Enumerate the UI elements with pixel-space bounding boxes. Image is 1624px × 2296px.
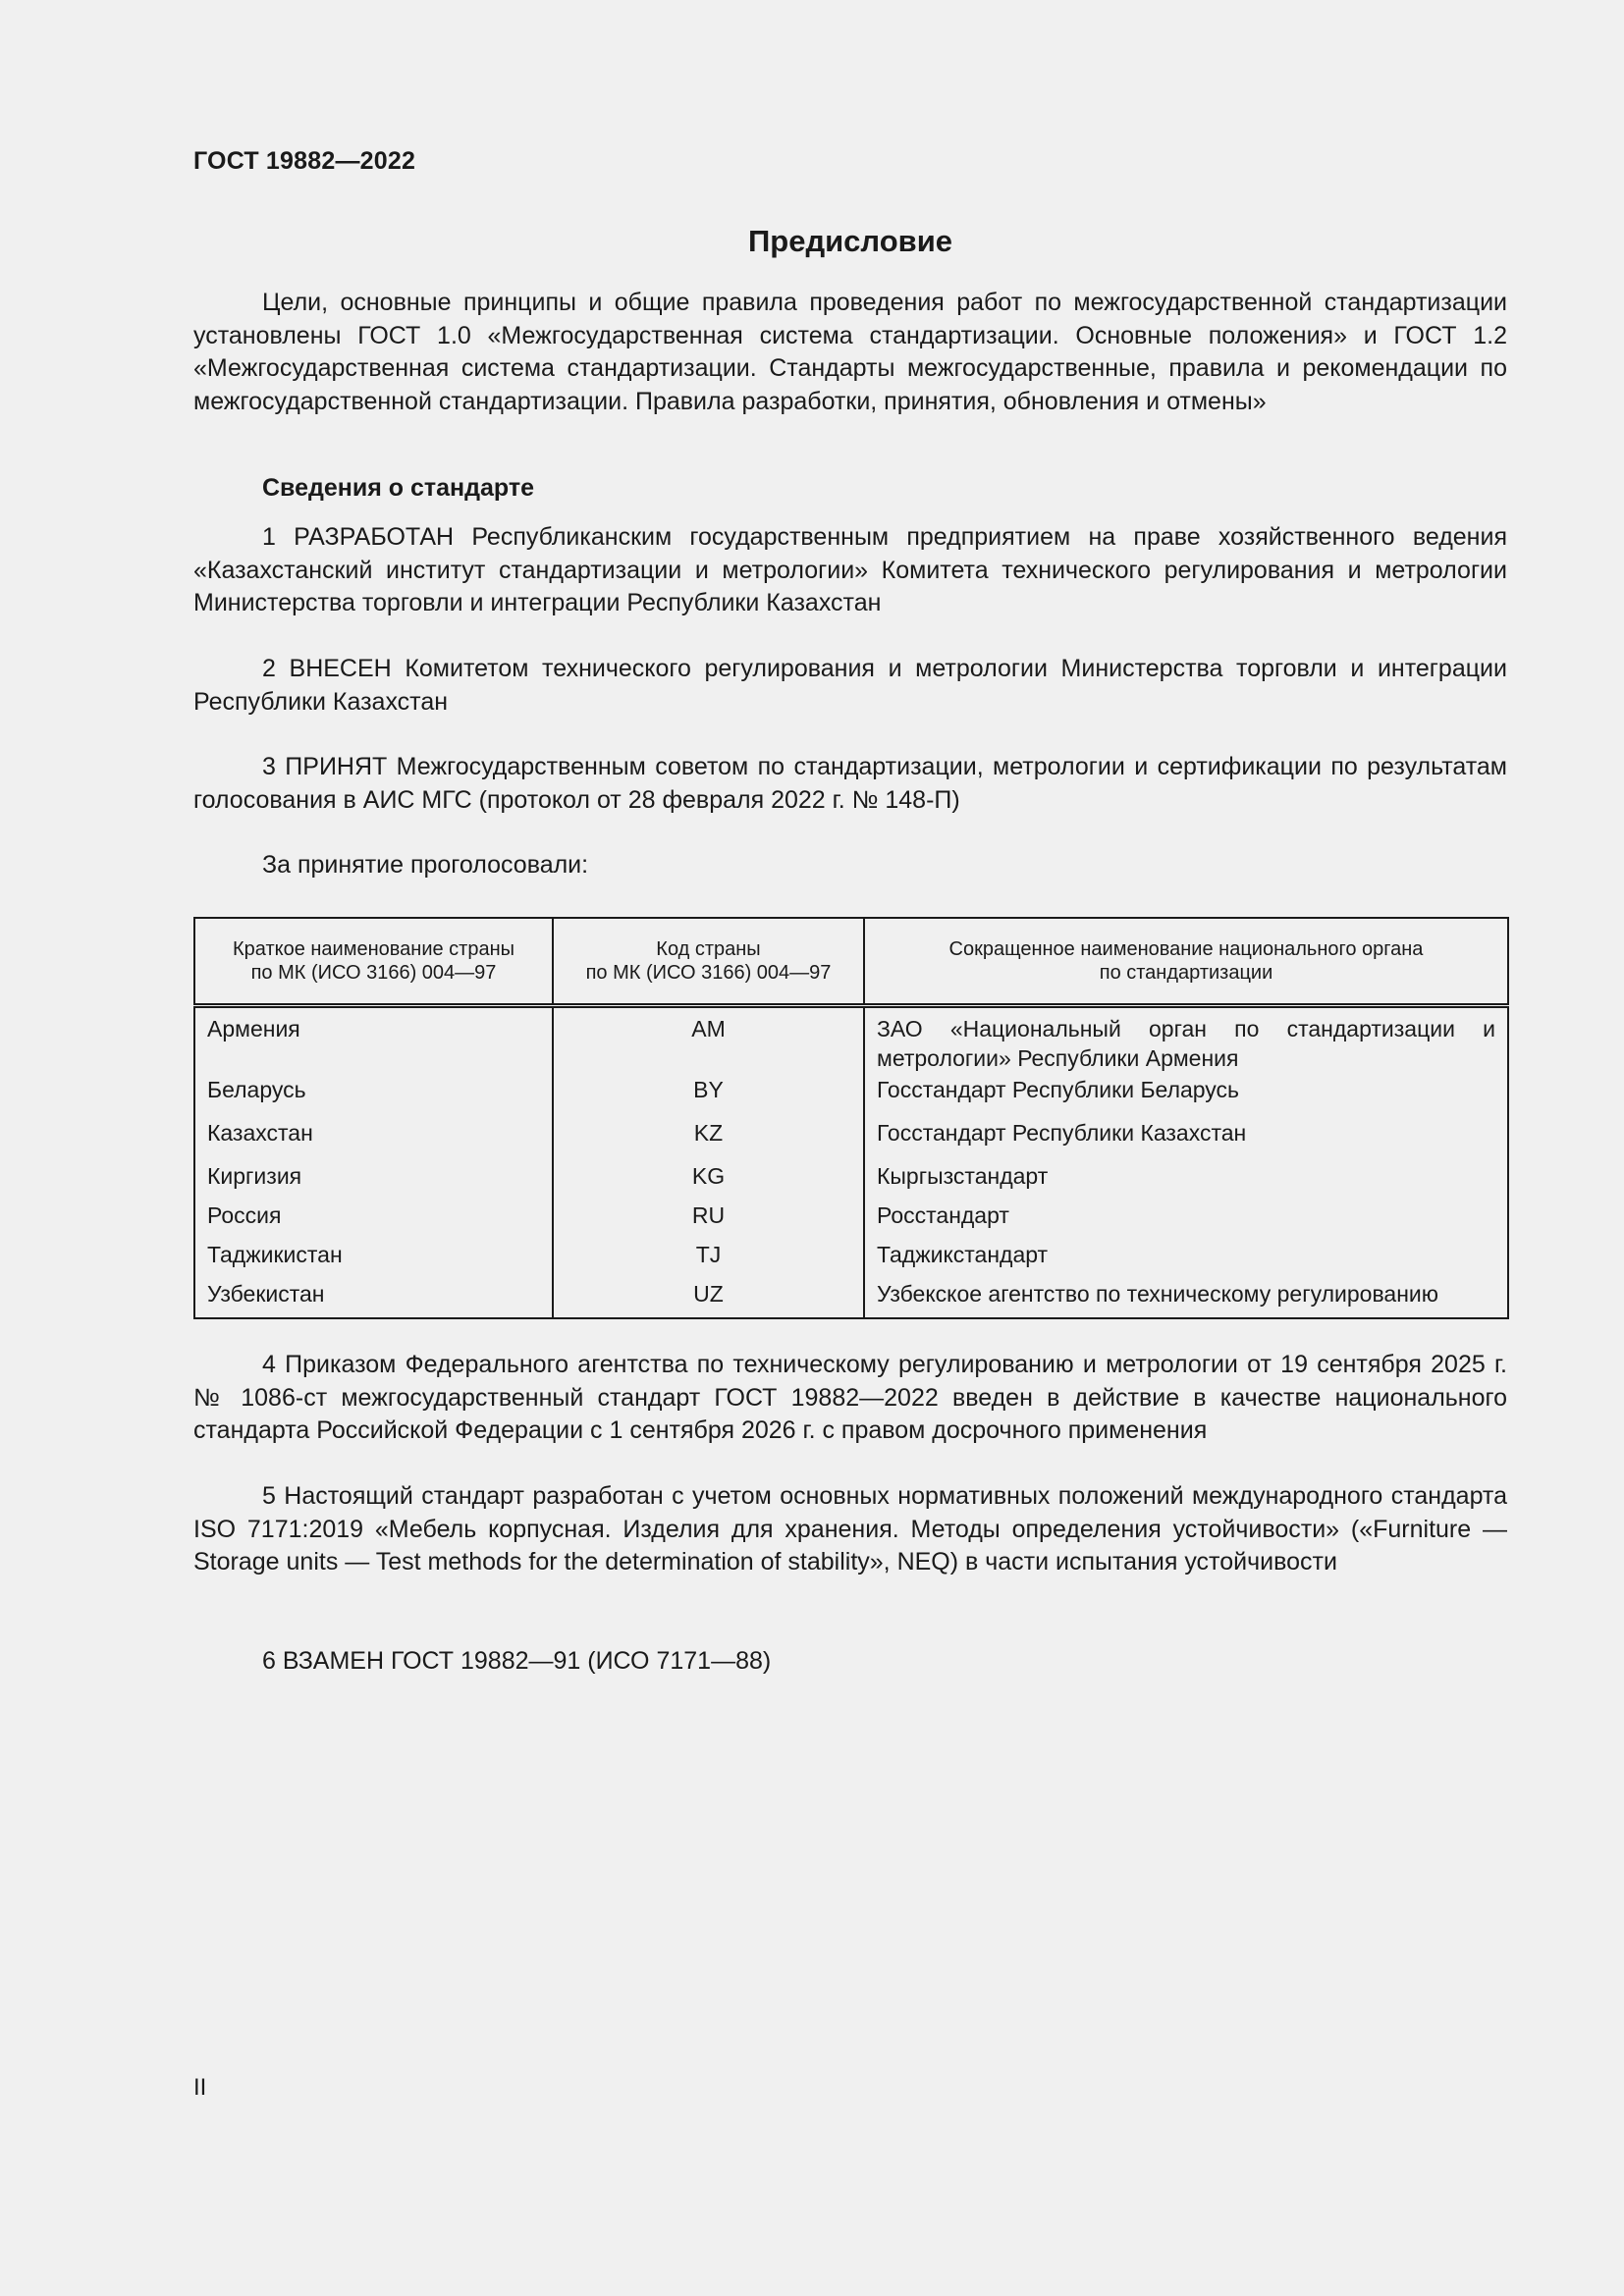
table-row xyxy=(194,1240,1508,1279)
table-row xyxy=(194,1161,1508,1201)
table-row xyxy=(194,1075,1508,1118)
country-cell: Армения xyxy=(194,1006,553,1075)
item-enacted: 4 Приказом Федерального агентства по техническому регулированию и метрологии от 19 сентября 2025 г. № 1086-ст межгосударственный стандарт ГОСТ 19882—2022 введен в действие в качестве национального стандарта Российской Федерации с 1 сентября 2026 г. с правом досрочного применения xyxy=(193,1351,1507,1444)
column-header-body: Сокращенное наименование национального органа по стандартизации xyxy=(864,918,1508,1006)
body-cell: Кыргызстандарт xyxy=(864,1161,1508,1201)
item-iso-basis: 5 Настоящий стандарт разработан с учетом основных нормативных положений международного стандарта ISO 7171:2019 «Мебель корпусная. Изделия для хранения. Методы определения устойчивости» («Furniture — Storage units — Test methods for the determination of stability», NEQ) в части испытания устойчивости xyxy=(193,1482,1507,1575)
code-cell: UZ xyxy=(553,1279,864,1318)
body-cell: Росстандарт xyxy=(864,1201,1508,1240)
voting-countries-table xyxy=(193,917,1509,1319)
code-cell: AM xyxy=(553,1006,864,1075)
code-cell: TJ xyxy=(553,1240,864,1279)
country-cell: Казахстан xyxy=(194,1118,553,1161)
country-cell: Беларусь xyxy=(194,1075,553,1118)
body-cell: Узбекское агентство по техническому регулированию xyxy=(864,1279,1508,1318)
item-developed: 1 РАЗРАБОТАН Республиканским государственным предприятием на праве хозяйственного ведения «Казахстанский институт стандартизации и метрологии» Комитета технического регулирования и метрологии Министерства торговли и интеграции Республики Казахстан xyxy=(193,523,1507,616)
document-page xyxy=(193,0,1507,2296)
body-cell: Госстандарт Республики Беларусь xyxy=(864,1075,1508,1118)
code-cell: BY xyxy=(553,1075,864,1118)
country-cell: Узбекистан xyxy=(194,1279,553,1318)
document-code-header: ГОСТ 19882—2022 xyxy=(193,147,416,175)
code-cell: RU xyxy=(553,1201,864,1240)
voted-label: За принятие проголосовали: xyxy=(262,851,589,879)
table-row xyxy=(194,1118,1508,1161)
item-submitted: 2 ВНЕСЕН Комитетом технического регулирования и метрологии Министерства торговли и интеграции Республики Казахстан xyxy=(193,655,1507,716)
item-adopted: 3 ПРИНЯТ Межгосударственным советом по стандартизации, метрологии и сертификации по результатам голосования в АИС МГС (протокол от 28 февраля 2022 г. № 148-П) xyxy=(193,753,1507,814)
code-cell: KZ xyxy=(553,1118,864,1161)
country-cell: Таджикистан xyxy=(194,1240,553,1279)
table-row xyxy=(194,1201,1508,1240)
intro-paragraph: Цели, основные принципы и общие правила проведения работ по межгосударственной стандартизации установлены ГОСТ 1.0 «Межгосударственная система стандартизации. Основные положения» и ГОСТ 1.2 «Межгосударственная система стандартизации. Стандарты межгосударственные, правила и рекомендации по межгосударственной стандартизации. Правила разработки, принятия, обновления и отмены» xyxy=(193,289,1507,415)
standard-info-heading: Сведения о стандарте xyxy=(262,474,535,502)
code-cell: KG xyxy=(553,1161,864,1201)
table-row xyxy=(194,1006,1508,1075)
country-cell: Россия xyxy=(194,1201,553,1240)
column-header-code: Код страны по МК (ИСО 3166) 004—97 xyxy=(553,918,864,1006)
country-cell: Киргизия xyxy=(194,1161,553,1201)
item-replaces: 6 ВЗАМЕН ГОСТ 19882—91 (ИСО 7171—88) xyxy=(262,1647,772,1675)
body-cell: ЗАО «Национальный орган по стандартизации и метрологии» Республики Армения xyxy=(864,1006,1508,1075)
page-number: II xyxy=(193,2074,207,2101)
body-cell: Госстандарт Республики Казахстан xyxy=(864,1118,1508,1161)
table-header-row xyxy=(194,918,1508,1006)
table-row xyxy=(194,1279,1508,1318)
body-cell: Таджикстандарт xyxy=(864,1240,1508,1279)
column-header-country: Краткое наименование страны по МК (ИСО 3166) 004—97 xyxy=(194,918,553,1006)
page-title: Предисловие xyxy=(747,224,952,258)
